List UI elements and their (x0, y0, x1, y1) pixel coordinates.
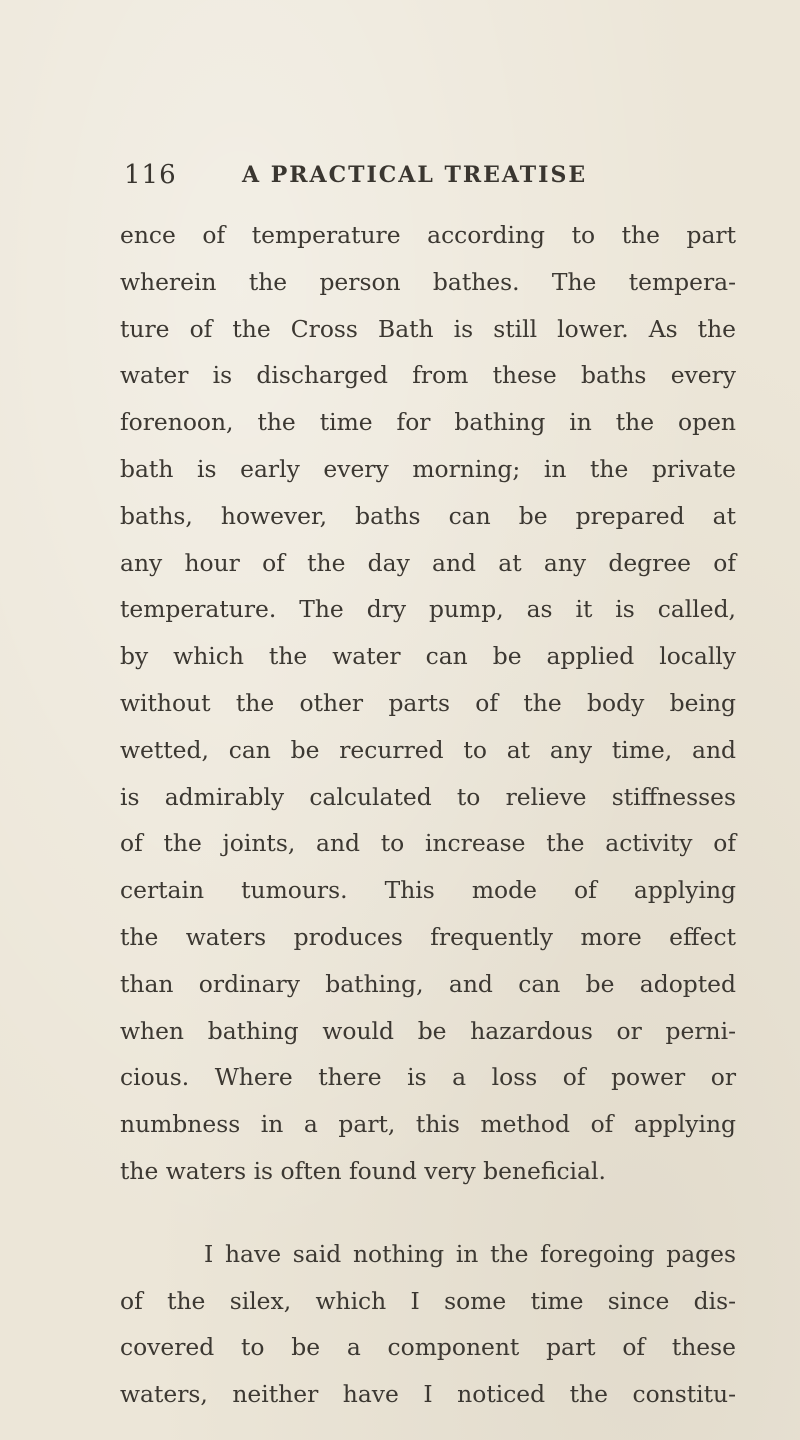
text-line: of the joints, and to increase the activity of (120, 829, 736, 858)
text-line: wherein the person bathes. The tempera- (120, 267, 736, 296)
text-line: covered to be a component part of these (120, 1333, 736, 1362)
text-line: of the silex, which I some time since dis- (120, 1286, 736, 1315)
paragraph-1 (120, 212, 736, 1195)
text-line: certain tumours. This mode of applying (120, 876, 736, 905)
text-line: than ordinary bathing, and can be adopted (120, 969, 736, 998)
text-line: when bathing would be hazardous or perni- (120, 1016, 736, 1045)
text-line: wetted, can be recurred to at any time, and (120, 735, 736, 764)
text-line: without the other parts of the body being (120, 688, 736, 717)
paragraph-gap (120, 1195, 736, 1231)
paragraph-2 (120, 1231, 736, 1418)
text-line: the waters produces frequently more effect (120, 922, 736, 951)
text-line: water is discharged from these baths every (120, 361, 736, 390)
text-line: numbness in a part, this method of applying (120, 1110, 736, 1139)
running-title: A PRACTICAL TREATISE (242, 162, 588, 188)
text-line: ence of temperature according to the part (120, 221, 736, 249)
text-line: by which the water can be applied locally (120, 642, 736, 671)
text-line: ture of the Cross Bath is still lower. As the (120, 314, 736, 343)
text-line: forenoon, the time for bathing in the open (120, 408, 736, 437)
text-line: baths, however, baths can be prepared at (120, 501, 736, 530)
page-number: 116 (124, 160, 177, 190)
running-head (124, 160, 694, 200)
text-line: waters, neither have I noticed the constitu- (120, 1380, 736, 1409)
text-line: is admirably calculated to relieve stiffnesses (120, 782, 736, 811)
text-line: temperature. The dry pump, as it is called, (120, 595, 736, 624)
body-text (120, 212, 736, 1418)
text-line: I have said nothing in the foregoing pages (204, 1239, 736, 1268)
text-line: the waters is often found very beneficial. (120, 1156, 606, 1185)
text-line: any hour of the day and at any degree of (120, 548, 736, 577)
text-line: cious. Where there is a loss of power or (120, 1063, 736, 1092)
text-line: bath is early every morning; in the private (120, 454, 736, 483)
